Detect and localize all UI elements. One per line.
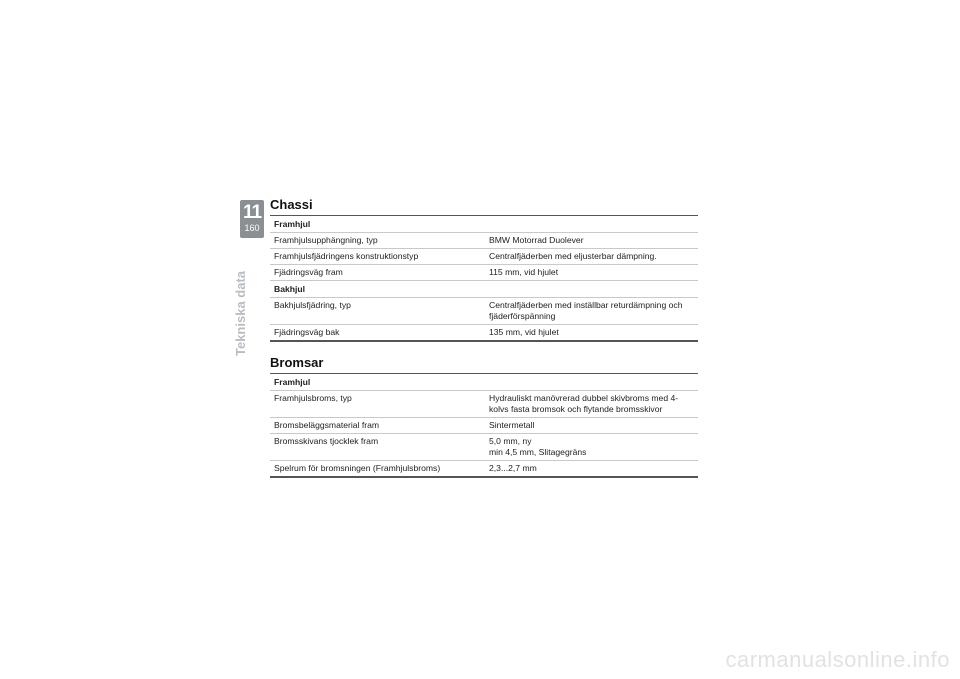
table-row (270, 391, 698, 418)
table-row (270, 418, 698, 434)
group-header (270, 374, 698, 391)
spec-label: Framhjulsbroms, typ (270, 391, 485, 418)
bromsar-spec-table (270, 373, 698, 478)
spec-value: 2,3...2,7 mm (489, 463, 537, 473)
spec-label: Bakhjulsfjädring, typ (270, 298, 485, 325)
chapter-side-title: Tekniska data (233, 270, 248, 356)
spec-label: Bromsbeläggsmaterial fram (270, 418, 485, 434)
table-row (270, 434, 698, 461)
chapter-number: 11 (242, 202, 262, 223)
spec-value: 115 mm, vid hjulet (485, 265, 698, 281)
group-header (270, 216, 698, 233)
table-row (270, 298, 698, 325)
group-header (270, 281, 698, 298)
spec-label: Framhjulsfjädringens konstruktionstyp (270, 249, 485, 265)
watermark-logo: carmanualsonline.info (725, 647, 950, 672)
table-row (270, 325, 698, 342)
spec-value: 5,0 mm, ny min 4,5 mm, Slitagegräns (485, 434, 698, 461)
chapter-tab (240, 200, 264, 238)
spec-label: Fjädringsväg fram (270, 265, 485, 281)
spec-value: Hydrauliskt manövrerad dubbel skivbroms med 4-kolvs fasta bromsok och flytande bromsskivor (485, 391, 698, 418)
section-title-chassi: Chassi (270, 197, 313, 212)
chassi-spec-table (270, 215, 698, 342)
spec-label: Bromsskivans tjocklek fram (270, 434, 485, 461)
spec-value: 135 mm, vid hjulet (489, 327, 559, 337)
group-title-framhjul: Framhjul (270, 374, 698, 391)
table-row (270, 249, 698, 265)
spec-content (270, 196, 698, 478)
table-row (270, 233, 698, 249)
section-title-bromsar: Bromsar (270, 355, 324, 370)
table-row (270, 265, 698, 281)
table-row (270, 461, 698, 478)
spec-label: Framhjulsupphängning, typ (270, 233, 485, 249)
spec-label: Fjädringsväg bak (274, 327, 340, 337)
page-number: 160 (244, 223, 260, 233)
spec-label: Spelrum för bromsningen (Framhjulsbroms) (274, 463, 441, 473)
spec-value: Sintermetall (485, 418, 698, 434)
spec-value: BMW Motorrad Duolever (485, 233, 698, 249)
spec-value: Centralfjäderben med eljusterbar dämpning. (485, 249, 698, 265)
group-title-bakhjul: Bakhjul (270, 281, 698, 298)
spec-value: Centralfjäderben med inställbar returdämpning och fjäderförspänning (485, 298, 698, 325)
group-title-framhjul: Framhjul (270, 216, 698, 233)
